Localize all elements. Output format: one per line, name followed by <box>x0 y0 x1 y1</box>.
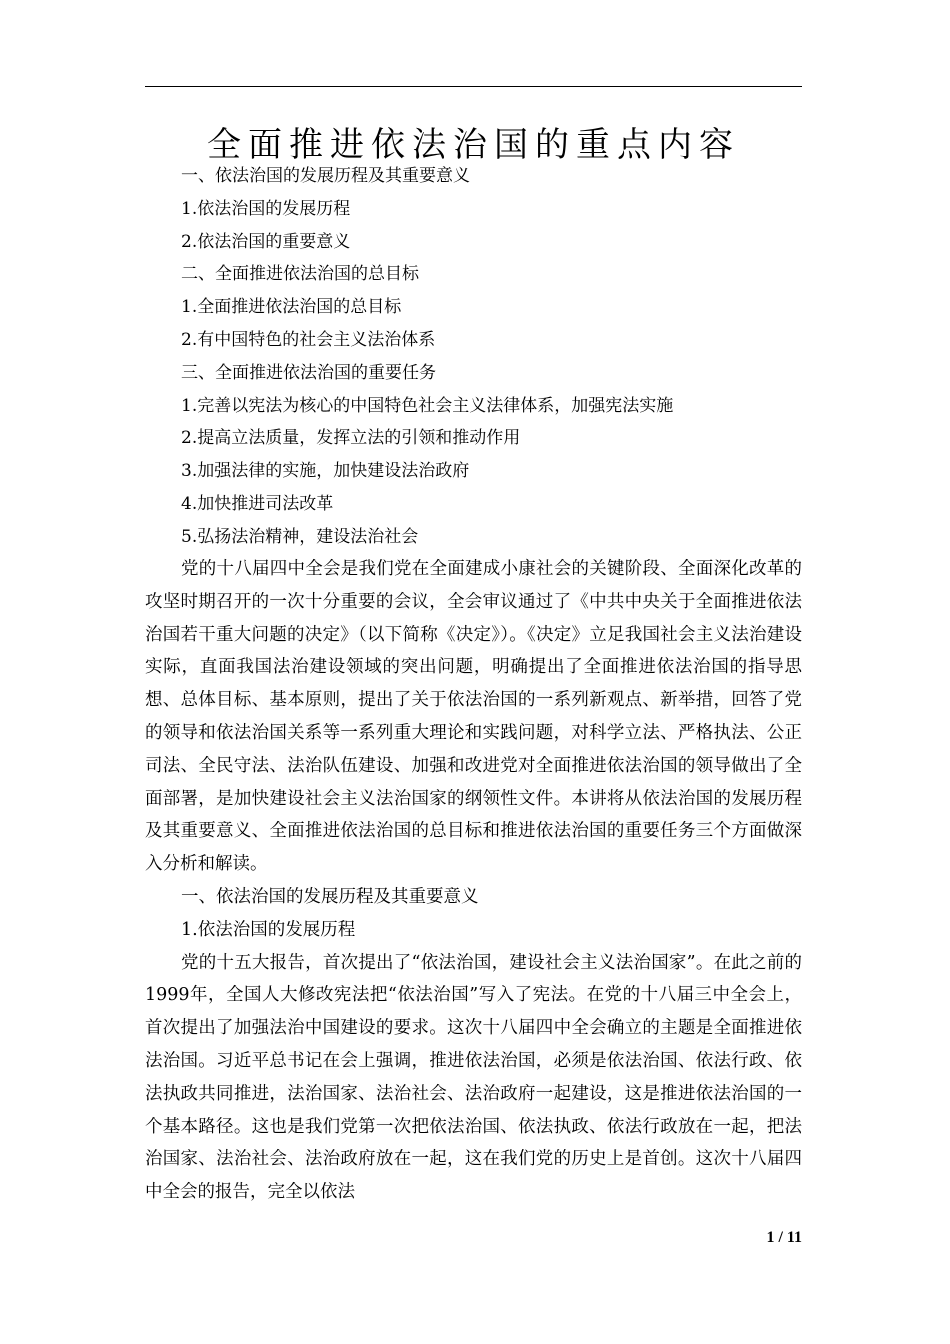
outline-item: 3.加强法律的实施，加快建设法治政府 <box>181 461 470 482</box>
outline-item: 2.有中国特色的社会主义法治体系 <box>181 329 436 350</box>
outline-item: 1.依法治国的发展历程 <box>181 198 351 219</box>
page-number: 1 / 11 <box>766 1229 802 1246</box>
body-paragraph: 党的十五大报告，首次提出了“依法治国，建设社会主义法治国家”。在此之前的1999年，全国人大修改宪法把“依法治国”写入了宪法。在党的十八届三中全会上，首次提出了加强法治中国建设的要求。这次十八届四中全会确立的主题是全面推进依法治国。习近平总书记在会上强调，推进依法治国，必须是依法治国、依法行政、依法执政共同推进，法治国家、法治社会、法治政府一起建设，这是推进依法治国的一个基本路径。这也是我们党第一次把依法治国、依法执政、依法行政放在一起，把法治国家、法治社会、法治政府放在一起，这在我们党的历史上是首创。这次十八届四中全会的报告，完全以依法 <box>145 952 802 1203</box>
outline-item: 2.依法治国的重要意义 <box>181 231 351 252</box>
outline-list <box>181 160 801 554</box>
outline-item: 4.加快推进司法改革 <box>181 493 334 514</box>
document-title: 全面推进依法治国的重点内容 <box>207 125 740 165</box>
outline-item: 1.完善以宪法为核心的中国特色社会主义法律体系，加强宪法实施 <box>181 395 674 416</box>
outline-item: 1.全面推进依法治国的总目标 <box>181 297 402 318</box>
document-body <box>145 553 802 1209</box>
outline-item: 5.弘扬法治精神，建设法治社会 <box>181 526 419 547</box>
outline-item: 三、全面推进依法治国的重要任务 <box>181 362 436 383</box>
body-paragraph: 党的十八届四中全会是我们党在全面建成小康社会的关键阶段、全面深化改革的攻坚时期召开的一次十分重要的会议，全会审议通过了《中共中央关于全面推进依法治国若干重大问题的决定》（以下简称《决定》）。《决定》立足我国社会主义法治建设实际，直面我国法治建设领域的突出问题，明确提出了全面推进依法治国的指导思想、总体目标、基本原则，提出了关于依法治国的一系列新观点、新举措，回答了党的领导和依法治国关系等一系列重大理论和实践问题，对科学立法、严格执法、公正司法、全民守法、法治队伍建设、加强和改进党对全面推进依法治国的领导做出了全面部署，是加快建设社会主义法治国家的纲领性文件。本讲将从依法治国的发展历程及其重要意义、全面推进依法治国的总目标和推进依法治国的重要任务三个方面做深入分析和解读。 <box>145 559 802 875</box>
section-heading: 一、依法治国的发展历程及其重要意义 <box>181 886 479 907</box>
outline-item: 一、依法治国的发展历程及其重要意义 <box>181 166 470 186</box>
outline-item: 2.提高立法质量，发挥立法的引领和推动作用 <box>181 428 521 449</box>
subsection-heading: 1.依法治国的发展历程 <box>181 919 356 940</box>
outline-item: 二、全面推进依法治国的总目标 <box>181 264 419 285</box>
header-rule <box>145 86 802 87</box>
